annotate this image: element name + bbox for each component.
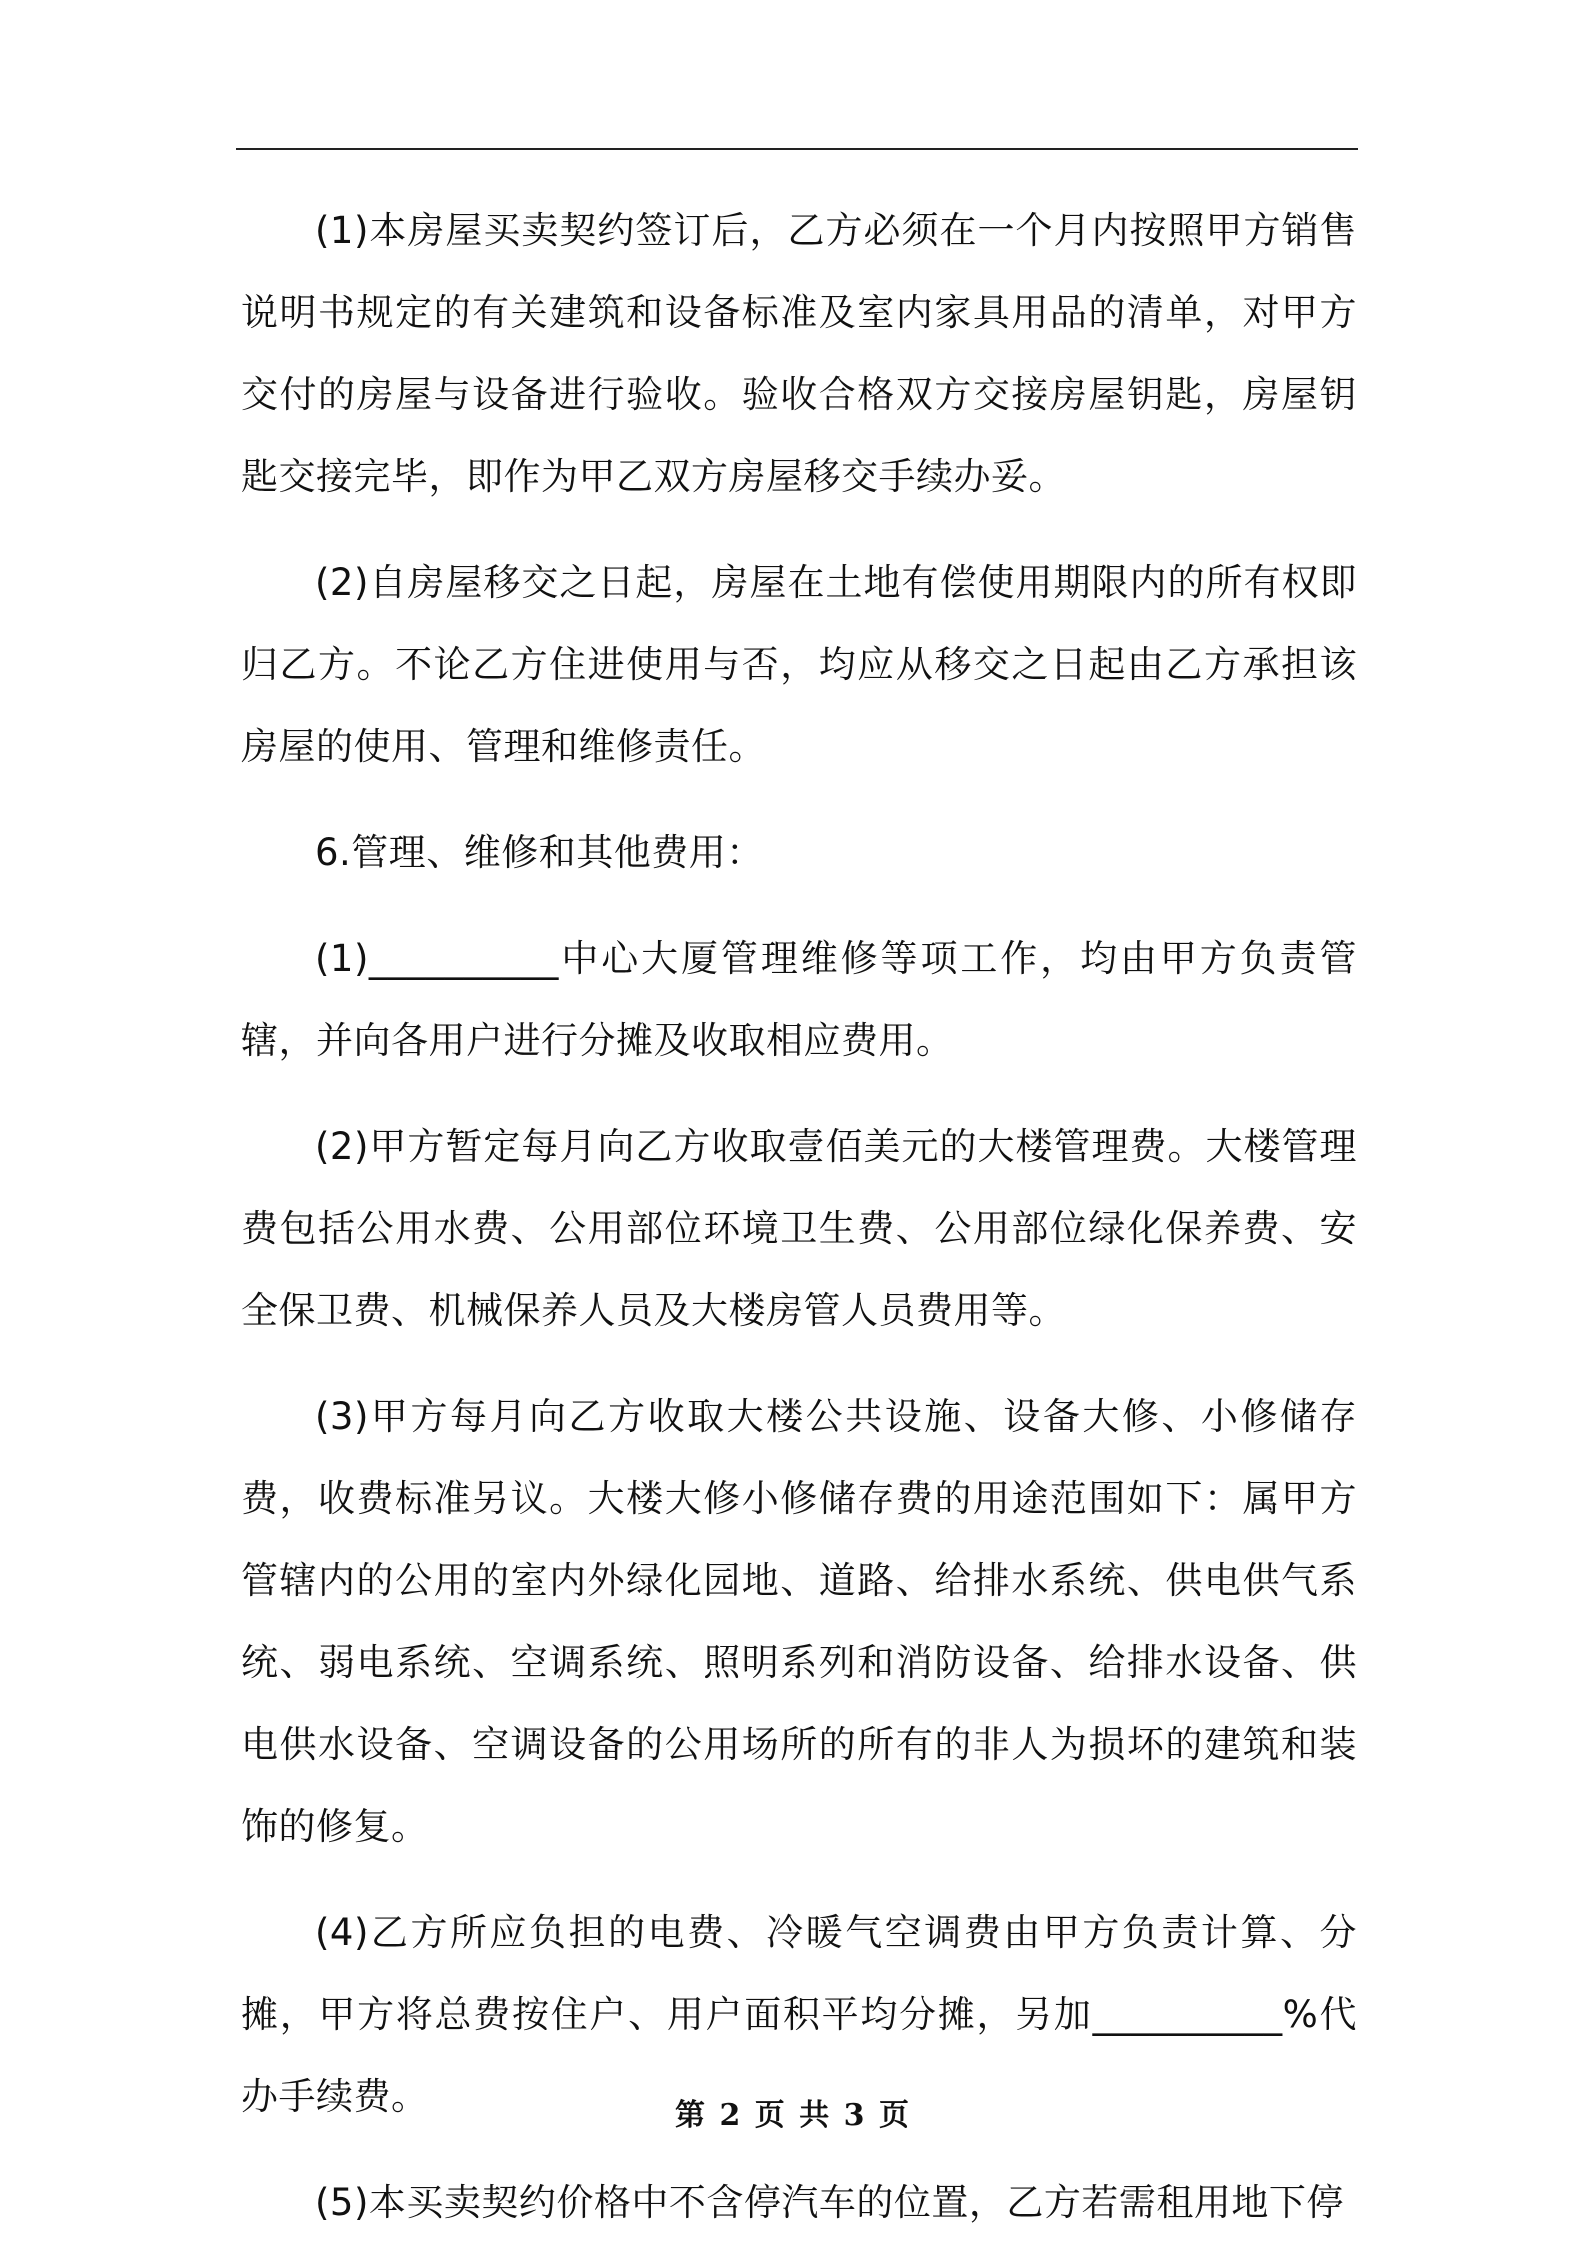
section-heading-fees: 6.管理、维修和其他费用： [315,831,764,874]
paragraph-utility-fees: (4)乙方所应负担的电费、冷暖气空调费由甲方负责计算、分摊，甲方将总费按住户、用户面积平均分摊，另加__________%代办手续费。 [241,1911,1357,2118]
page-number-footer: 第 2 页 共 3 页 [675,2098,911,2133]
document-body [241,190,1357,2268]
header-rule [236,148,1358,150]
paragraph-handover-inspection: (1)本房屋买卖契约签订后，乙方必须在一个月内按照甲方销售说明书规定的有关建筑和设备标准及室内家具用品的清单，对甲方交付的房屋与设备进行验收。验收合格双方交接房屋钥匙，房屋钥匙交接完毕，即作为甲乙双方房屋移交手续办妥。 [241,209,1357,498]
paragraph-parking: (5)本买卖契约价格中不含停汽车的位置，乙方若需租用地下停 [315,2181,1344,2224]
paragraph-ownership-transfer: (2)自房屋移交之日起，房屋在土地有偿使用期限内的所有权即归乙方。不论乙方住进使用与否，均应从移交之日起由乙方承担该房屋的使用、管理和维修责任。 [241,561,1357,768]
paragraph-repair-reserve: (3)甲方每月向乙方收取大楼公共设施、设备大修、小修储存费，收费标准另议。大楼大修小修储存费的用途范围如下：属甲方管辖内的公用的室内外绿化园地、道路、给排水系统、供电供气系统、弱电系统、空调系统、照明系列和消防设备、给排水设备、供电供水设备、空调设备的公用场所的所有的非人为损坏的建筑和装饰的修复。 [241,1395,1357,1848]
paragraph-management-scope: (1)__________中心大厦管理维修等项工作，均由甲方负责管辖，并向各用户进行分摊及收取相应费用。 [241,937,1357,1062]
paragraph-management-fee: (2)甲方暂定每月向乙方收取壹佰美元的大楼管理费。大楼管理费包括公用水费、公用部位环境卫生费、公用部位绿化保养费、安全保卫费、机械保养人员及大楼房管人员费用等。 [241,1125,1357,1332]
